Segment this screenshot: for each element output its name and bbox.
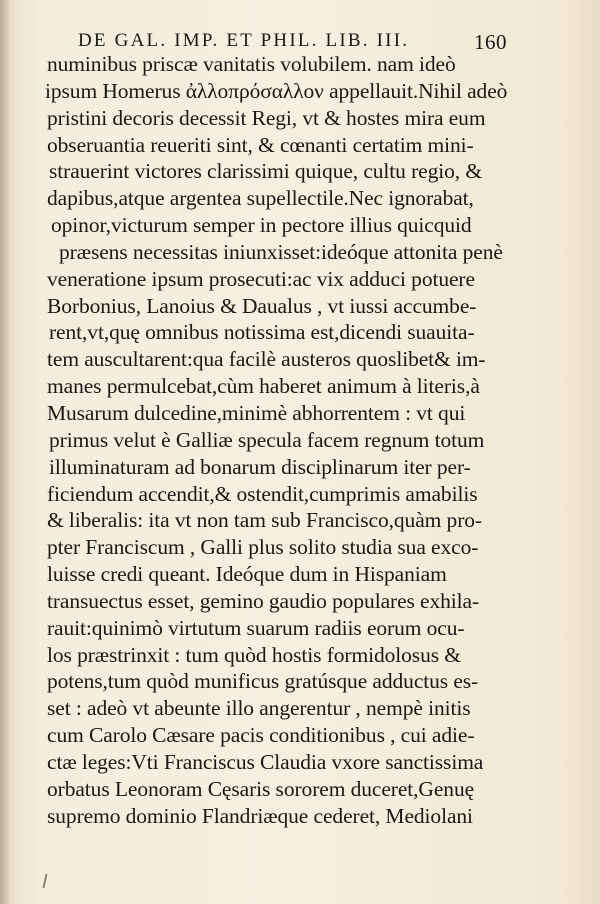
text-line: rauit:quinimò virtutum suarum radiis eorum ocu- (47, 615, 465, 640)
text-line: præsens necessitas iniunxisset:ideóque attonita penè (59, 239, 503, 264)
text-line: strauerint victores clarissimi quique, cultu regio, & (49, 159, 482, 184)
text-line: primus velut è Galliæ specula facem regnum totum (49, 427, 485, 452)
text-line: numinibus priscæ vanitatis volubilem. nam ideò (47, 52, 456, 76)
text-line: pristini decoris decessit Regi, vt & hostes mira eum (47, 105, 486, 130)
page-number: 160 (474, 30, 507, 54)
text-line: & liberalis: ita vt non tam sub Francisco,quàm pro- (47, 508, 482, 533)
text-line: manes permulcebat,cùm haberet animum à literis,à (47, 374, 480, 399)
running-head: DE GAL. IMP. ET PHIL. LIB. III. (78, 30, 410, 51)
text-line: ipsum Homerus ἀλλοπρόσαλλον appellauit.Nihil adeò (45, 78, 508, 103)
text-line: ctæ leges:Vti Franciscus Claudia vxore sanctissima (47, 749, 484, 774)
text-line: veneratione ipsum prosecuti:ac vix adduci potuere (47, 266, 475, 291)
text-line: los præstrinxit : tum quòd hostis formidolosus & (47, 642, 461, 667)
text-line: cum Carolo Cæsare pacis conditionibus , cui adie- (47, 723, 475, 748)
text-line: set : adeò vt abeunte illo angerentur , nempè initis (47, 696, 471, 721)
text-line: orbatus Leonoram Cęsaris sororem duceret,Genuę (47, 776, 475, 801)
text-line: potens,tum quòd munificus gratúsque adductus es- (47, 669, 479, 694)
text-line: tem auscultarent:qua facilè austeros quoslibet& im- (47, 347, 486, 372)
binding-gutter-shadow (0, 0, 10, 904)
text-line: Musarum dulcedine,minimè abhorrentem : vt qui (47, 400, 466, 425)
text-line: opinor,victurum semper in pectore illius quicquid (51, 213, 472, 238)
text-line: pter Franciscum , Galli plus solito studia sua exco- (47, 535, 479, 560)
text-line: ficiendum accendit,& ostendit,cumprimis amabilis (47, 481, 478, 506)
text-line: luisse credi queant. Ideóque dum in Hispaniam (47, 562, 447, 587)
text-line: supremo dominio Flandriæque cederet, Mediolani (47, 803, 473, 828)
text-line: obseruantia reueriti sint, & cœnanti certatim mini- (47, 132, 474, 157)
paper-mark (43, 874, 48, 888)
text-line: illuminaturam ad bonarum disciplinarum iter per- (49, 454, 471, 479)
text-line: rent,vt,quę omnibus notissima est,dicendi suauita- (49, 320, 475, 345)
text-line: Borbonius, Lanoius & Daualus , vt iussi accumbe- (47, 293, 477, 318)
text-line: transuectus esset, gemino gaudio populares exhila- (47, 588, 480, 613)
text-line: dapibus,atque argentea supellectile.Nec ignorabat, (47, 186, 474, 211)
body-text (47, 51, 517, 829)
